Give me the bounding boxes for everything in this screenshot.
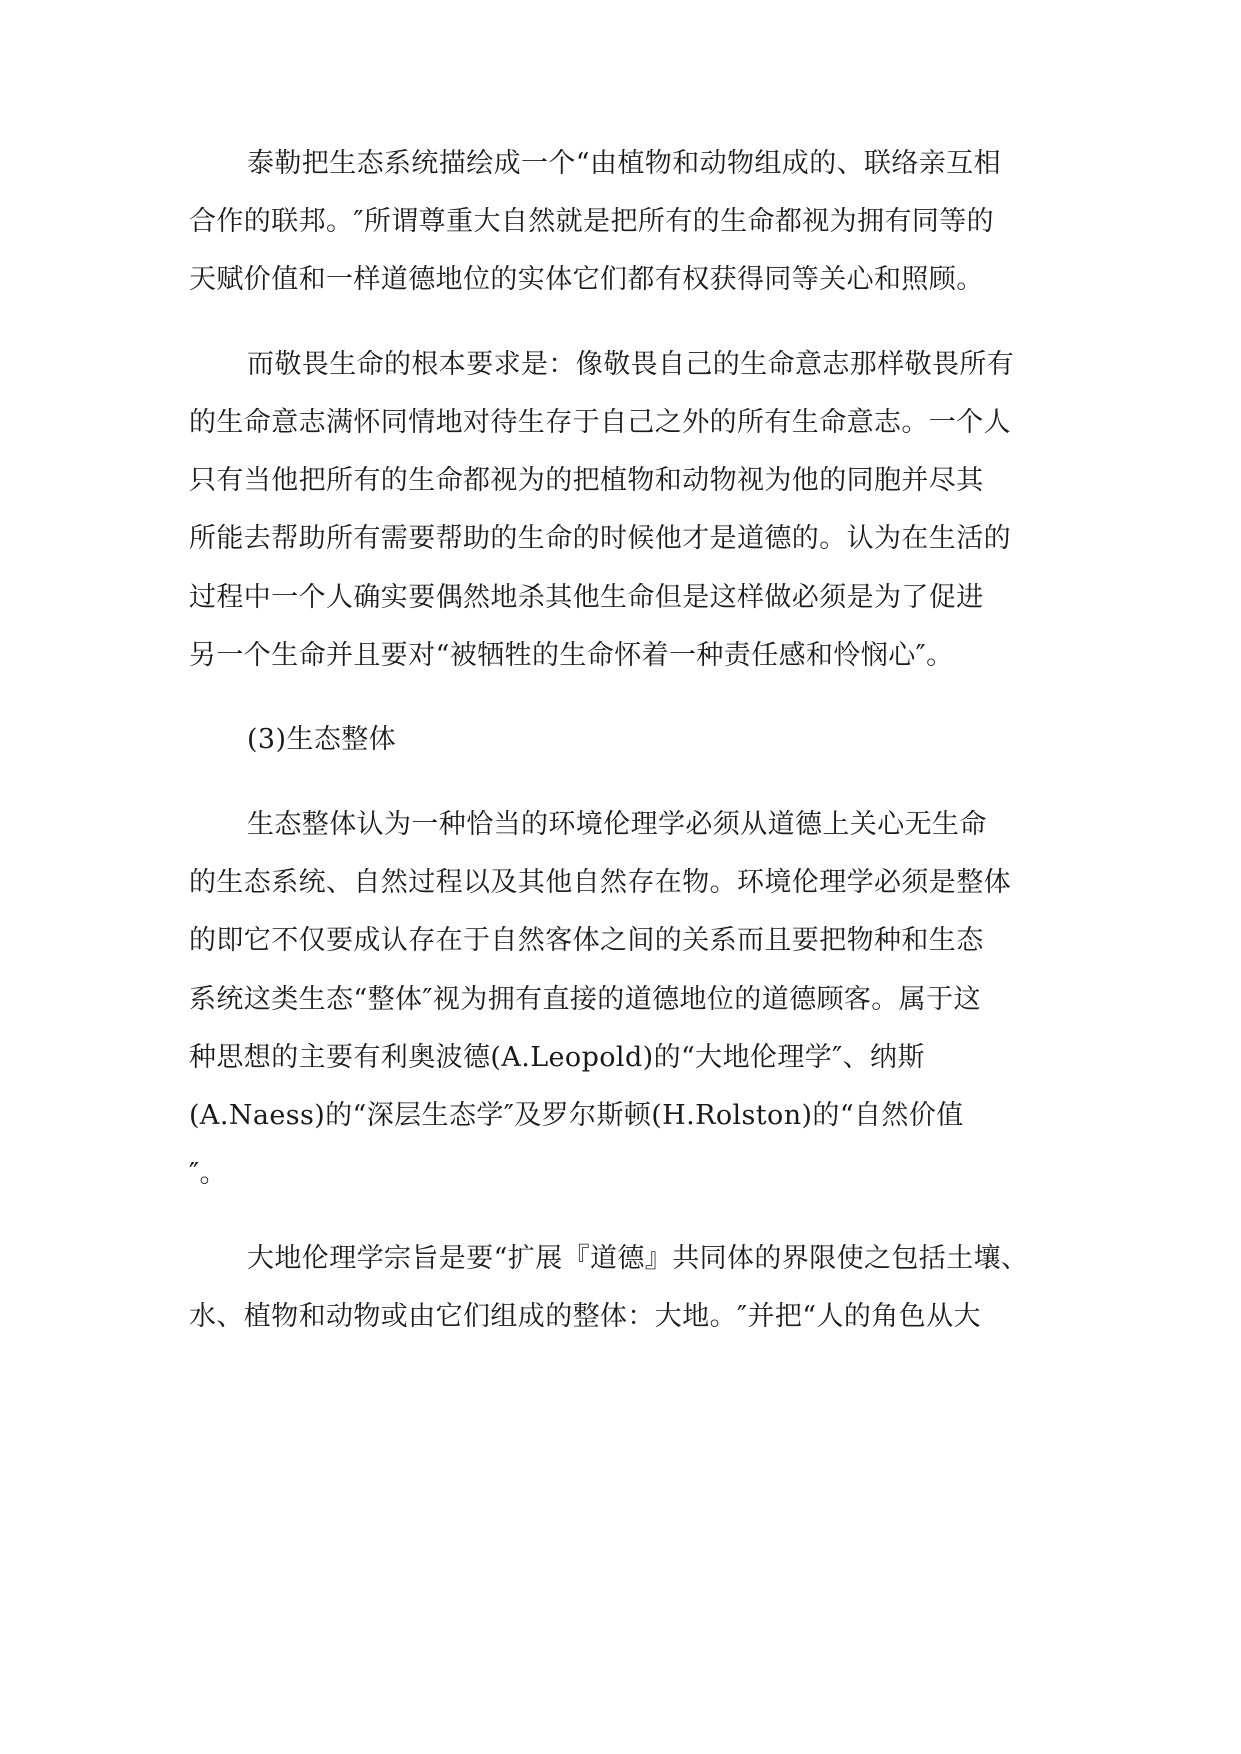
text-line: 系统这类生态“整体″视为拥有直接的道德地位的道德顾客。属于这: [189, 984, 981, 1015]
text-line: 的生命意志满怀同情地对待生存于自己之外的所有生命意志。一个人: [189, 407, 1011, 438]
text-line: 另一个生命并且要对“被牺牲的生命怀着一种责任感和怜悯心″。: [189, 640, 954, 671]
text-line: 种思想的主要有利奥波德(A.Leopold)的“大地伦理学″、纳斯: [189, 1042, 925, 1073]
text-line: (A.Naess)的“深层生态学″及罗尔斯顿(H.Rolston)的“自然价值: [189, 1100, 964, 1131]
text-line: 而敬畏生命的根本要求是：像敬畏自己的生命意志那样敬畏所有: [247, 349, 1015, 380]
text-line: 生态整体认为一种恰当的环境伦理学必须从道德上关心无生命: [247, 809, 987, 840]
text-line: 泰勒把生态系统描绘成一个“由植物和动物组成的、联络亲互相: [247, 148, 1002, 179]
text-line: 过程中一个人确实要偶然地杀其他生命但是这样做必须是为了促进: [189, 582, 984, 613]
text-line: 的即它不仅要成认存在于自然客体之间的关系而且要把物种和生态: [189, 925, 984, 956]
text-line: 合作的联邦。″所谓尊重大自然就是把所有的生命都视为拥有同等的: [189, 206, 995, 237]
text-line: 只有当他把所有的生命都视为的把植物和动物视为他的同胞并尽其: [189, 465, 984, 496]
text-line: 所能去帮助所有需要帮助的生命的时候他才是道德的。认为在生活的: [189, 523, 1011, 554]
text-line: (3)生态整体: [247, 724, 397, 755]
text-line: 水、植物和动物或由它们组成的整体：大地。″并把“人的角色从大: [189, 1301, 981, 1332]
text-line: 天赋价值和一样道德地位的实体它们都有权获得同等关心和照顾。: [189, 264, 984, 295]
text-line: 大地伦理学宗旨是要“扩展『道德』共同体的界限使之包括土壤、: [247, 1243, 1029, 1274]
text-line: 的生态系统、自然过程以及其他自然存在物。环境伦理学必须是整体: [189, 867, 1011, 898]
text-line: ″。: [189, 1158, 227, 1189]
